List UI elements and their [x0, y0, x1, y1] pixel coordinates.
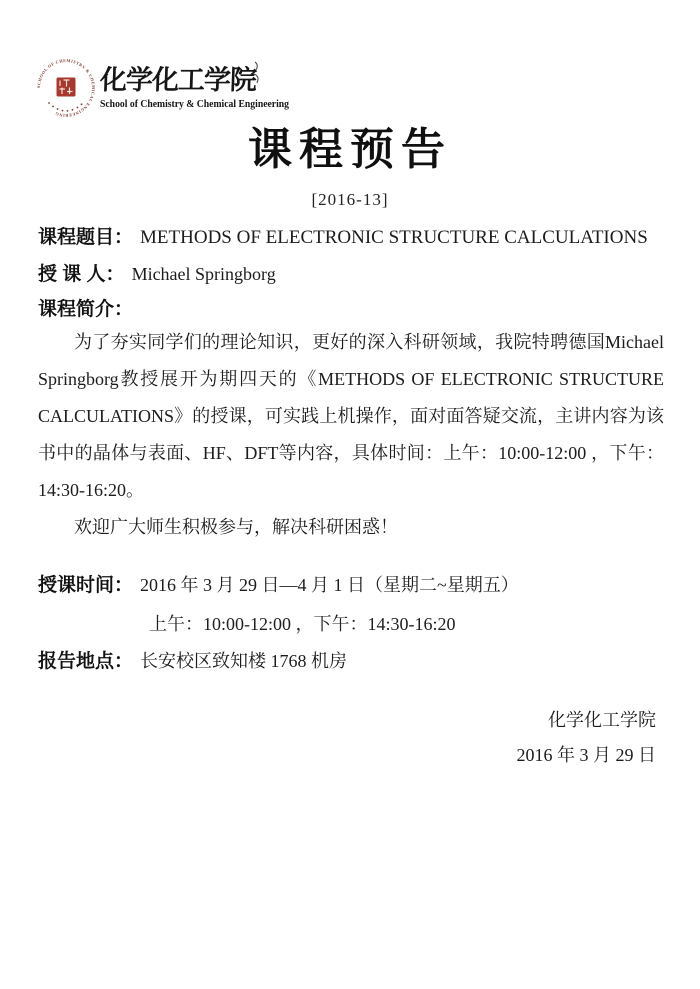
intro-paragraph-2: 欢迎广大师生积极参与，解决科研困惑！	[74, 517, 398, 537]
school-name-en: School of Chemistry & Chemical Engineering	[100, 98, 290, 110]
lecturer-label: 授 课 人：	[38, 264, 125, 285]
seal-bottom-dots	[48, 102, 82, 112]
intro-paragraph-1: 为了夯实同学们的理论知识，更好的深入科研领域，我院特聘德国Michael Springborg教授展开为期四天的《METHODS OF ELECTRONIC STRUCTURE CALCULATIONS》的授课，可实践上机操作，面对面答疑交流，主讲内容为该书中的晶体与表面、HF、DFT等内容，具体时间：上午：10:00-12:00 ，下午：14:30-16:20。	[38, 332, 664, 500]
lecture-time-label: 授课时间：	[38, 575, 134, 596]
lecturer-value: Michael Springborg	[131, 264, 276, 284]
lecture-location-label: 报告地点：	[38, 651, 134, 672]
lecture-time-row	[38, 570, 519, 597]
course-title-value: METHODS OF ELECTRONIC STRUCTURE CALCULATIONS	[140, 227, 648, 248]
intro-label-row	[38, 294, 133, 321]
school-logo	[36, 57, 296, 123]
lecture-time-value: 2016 年 3 月 29 日—4 月 1 日（星期二~星期五）	[140, 575, 519, 595]
course-title-row	[38, 222, 648, 249]
issue-number: [2016-13]	[311, 190, 389, 209]
course-title-label: 课程题目：	[38, 227, 134, 248]
school-seal-icon	[36, 58, 96, 118]
lecture-time-detail: 上午：10:00-12:00 ，下午：14:30-16:20	[149, 614, 456, 634]
lecture-location-value: 长安校区致知楼 1768 机房	[140, 651, 348, 671]
signature-department: 化学化工学院	[548, 710, 656, 730]
seal-ring-text: SCHOOL OF CHEMISTRY & CHEMICAL ENGINEERING	[36, 58, 96, 118]
lecturer-row	[38, 259, 276, 286]
calligraphy-signature-mark	[252, 60, 262, 86]
lecture-location-row	[38, 646, 347, 673]
course-introduction	[38, 324, 664, 546]
intro-label: 课程简介：	[38, 299, 134, 320]
signature-date: 2016 年 3 月 29 日	[516, 745, 656, 765]
page-title: 课程预告	[248, 125, 452, 174]
school-name-zh: 化学化工学院	[99, 65, 257, 95]
